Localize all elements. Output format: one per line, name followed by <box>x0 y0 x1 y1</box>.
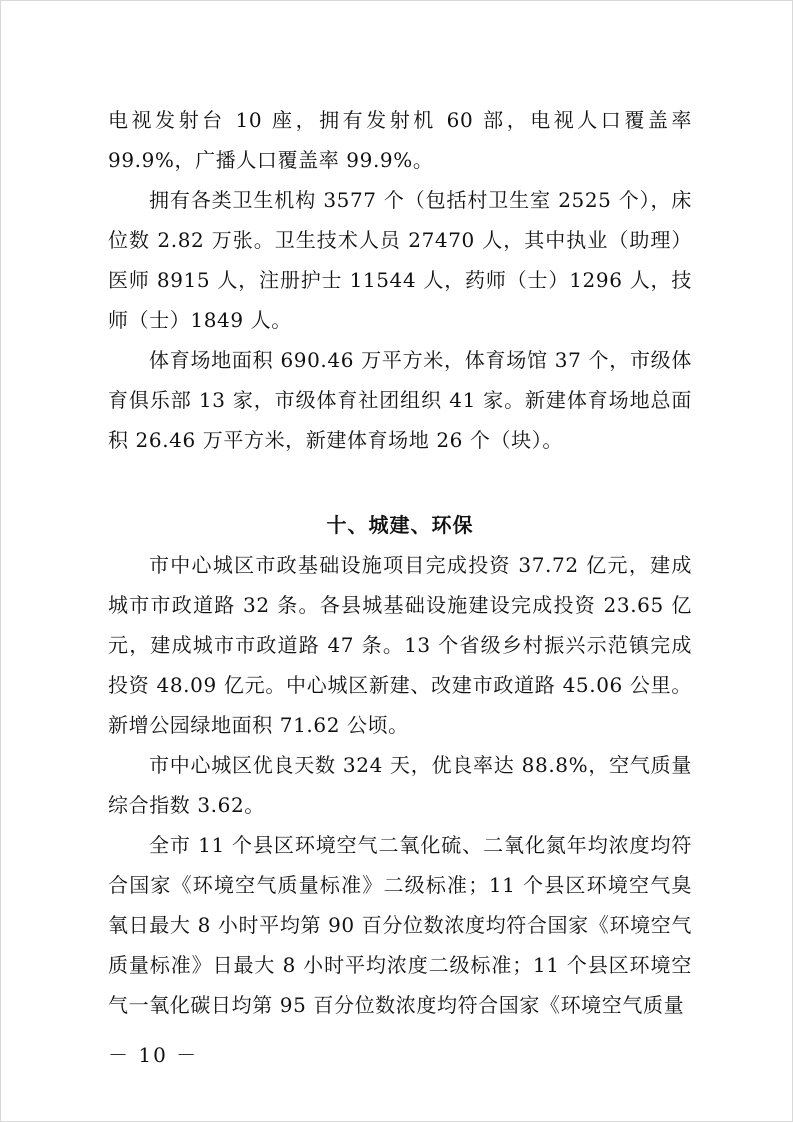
paragraph-air-standards: 全市 11 个县区环境空气二氧化硫、二氧化氮年均浓度均符合国家《环境空气质量标准》二级标准；11 个县区环境空气臭氧日最大 8 小时平均第 90 百分位数浓度均符合国家《环境空气质量标准》日最大 8 小时平均浓度二级标准；11 个县区环境空气一氧化碳日均第 95 百分位数浓度均符合国家《环境空气质量 <box>108 833 692 1017</box>
paragraph-sports-facilities: 体育场地面积 690.46 万平方米，体育场馆 37 个，市级体育俱乐部 13 家，市级体育社团组织 41 家。新建体育场地总面积 26.46 万平方米，新建体育场地 26 个（块）。 <box>108 348 692 452</box>
page-number: － 10 － <box>108 1043 199 1067</box>
paragraph-tv-coverage: 电视发射台 10 座，拥有发射机 60 部，电视人口覆盖率 99.9%，广播人口覆盖率 99.9%。 <box>108 108 692 172</box>
paragraph-urban-construction: 市中心城区市政基础设施项目完成投资 37.72 亿元，建成城市市政道路 32 条。各县城基础设施建设完成投资 23.65 亿元，建成城市市政道路 47 条。13 个省级乡村振兴示范镇完成投资 48.09 亿元。中心城区新建、改建市政道路 45.06 公里。新增公园绿地面积 71.62 公顷。 <box>108 553 692 737</box>
bottom-text-block <box>108 545 692 1025</box>
paragraph-air-quality: 市中心城区优良天数 324 天，优良率达 88.8%，空气质量综合指数 3.62。 <box>108 753 692 817</box>
section-heading: 十、城建、环保 <box>326 513 474 537</box>
top-text-block <box>108 100 692 460</box>
paragraph-health-institutions: 拥有各类卫生机构 3577 个（包括村卫生室 2525 个），床位数 2.82 万张。卫生技术人员 27470 人，其中执业（助理）医师 8915 人，注册护士 11544 人，药师（士）1296 人，技师（士）1849 人。 <box>108 188 692 332</box>
